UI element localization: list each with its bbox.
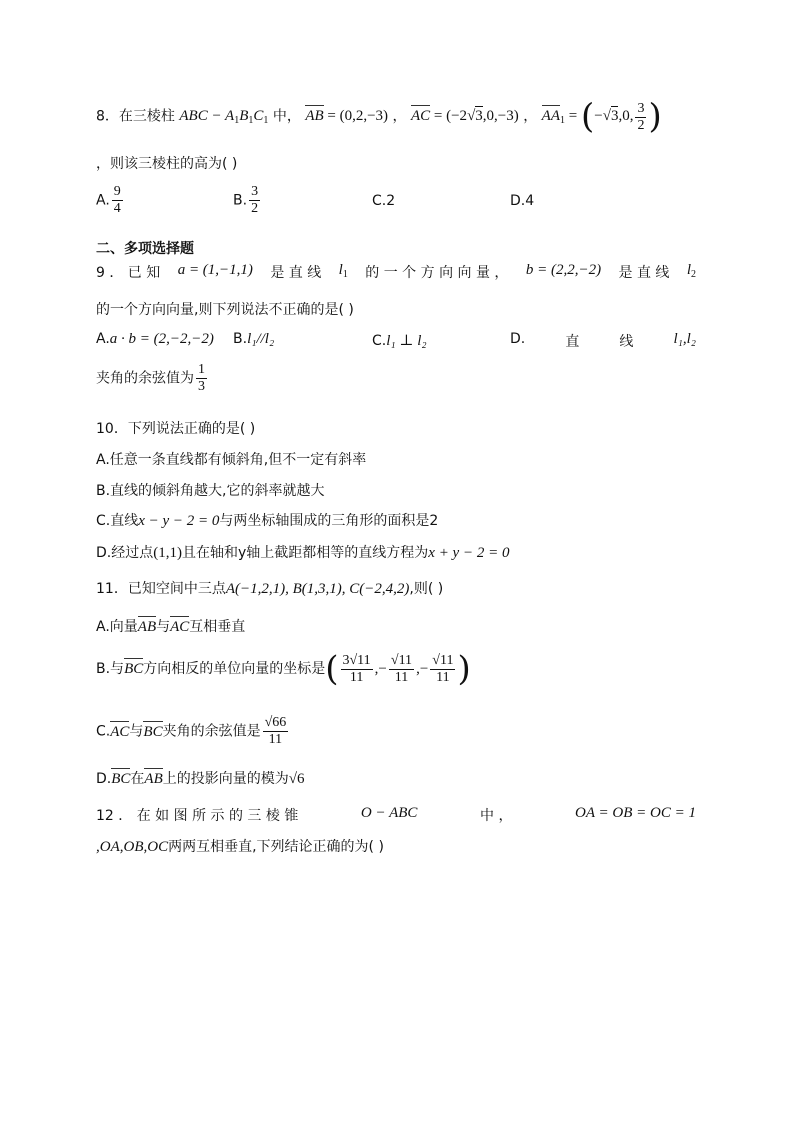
q11-option-c: C.AC与BC夹角的余弦值是 $\frac{√66}{11}$ (96, 715, 287, 747)
q9-vector-a: a = (1,−1,1) (177, 262, 253, 278)
q10-option-c: C.直线x − y − 2 = 0与两坐标轴围成的三角形的面积是2 (96, 513, 439, 529)
q8-option-b: B. $\frac{3}{2}$ (233, 184, 259, 216)
q10-option-b: B.直线的倾斜角越大,它的斜率就越大 (96, 483, 325, 499)
q9-option-d-continued: 夹角的余弦值为 $\frac{1}{3}$ (96, 362, 205, 394)
q9-option-c: C.l₁ ⊥ l₂ (372, 333, 427, 349)
q9-option-d: D. 直 线 l₁,l₂ (510, 331, 696, 350)
q8-ac-vector: AC = (−2√3,0,−3) (410, 108, 519, 125)
q11-stem: 11．已知空间中三点A(−1,2,1), B(1,3,1), C(−2,4,2),则( ) (96, 581, 444, 597)
q9-option-a: A.a · b = (2,−2,−2) (96, 331, 214, 347)
q12-stem-line2: ,OA,OB,OC两两互相垂直,下列结论正确的为( ) (96, 839, 384, 855)
q8-fraction: $\frac{3}{2}$ (637, 100, 645, 133)
q10-option-a: A.任意一条直线都有倾斜角,但不一定有斜率 (96, 452, 367, 468)
q9-stem-line1: 9 ． 已 知 a = (1,−1,1) 是 直 线 $l_1$ 的 一 个 方 向 向 量 ， b = (2,2,−2) 是 直 线 $l_2$ (96, 262, 696, 281)
q8-prism: ABC − $A_1B_1C_1$ (179, 108, 269, 127)
q8-ab-vector: AB = (0,2,−3) (305, 108, 389, 125)
q8-option-c: C.2 (372, 193, 396, 209)
q9-vector-b: b = (2,2,−2) (525, 262, 602, 278)
q8-stem-line1: 8．在三棱柱 ABC − $A_1B_1C_1$ 中， AB = (0,2,−3) ， AC = (−2√3,0,−3) ， $AA_1 = (-√3,0$, $\frac{3}{2}$ ) (96, 97, 662, 137)
q10-stem: 10．下列说法正确的是( ) (96, 421, 256, 437)
q9-stem-line2: 的一个方向向量,则下列说法不正确的是( ) (96, 302, 354, 318)
q8-option-d: D.4 (510, 193, 535, 209)
section-heading: 二、多项选择题 (96, 241, 194, 257)
q11-option-b: B.与BC方向相反的单位向量的坐标是( $\frac{3√11}{11}$ ,− $\frac{√11}{11}$ ,− $\frac{√11}{11}$ ) (96, 649, 471, 689)
q8-stem-line2: ，则该三棱柱的高为( ) (96, 156, 238, 172)
q11-option-a: A.向量AB与AC互相垂直 (96, 619, 246, 635)
q8-text: 8．在三棱柱 (96, 108, 175, 125)
q8-aa1-vector: $AA_1 = (-√3,0$, $\frac{3}{2}$ ) (541, 97, 662, 137)
q9-option-b: B.l₁//l₂ (233, 331, 275, 347)
q12-stem-line1: 12 ． 在 如 图 所 示 的 三 棱 锥 O − ABC 中 ， OA = OB = OC = 1 (96, 805, 696, 824)
q10-option-d: D.经过点(1,1)且在轴和y轴上截距都相等的直线方程为x + y − 2 = 0 (96, 545, 510, 561)
q8-option-a: A. $\frac{9}{4}$ (96, 184, 121, 216)
q11-option-d: D.BC在AB上的投影向量的模为√6 (96, 771, 305, 787)
